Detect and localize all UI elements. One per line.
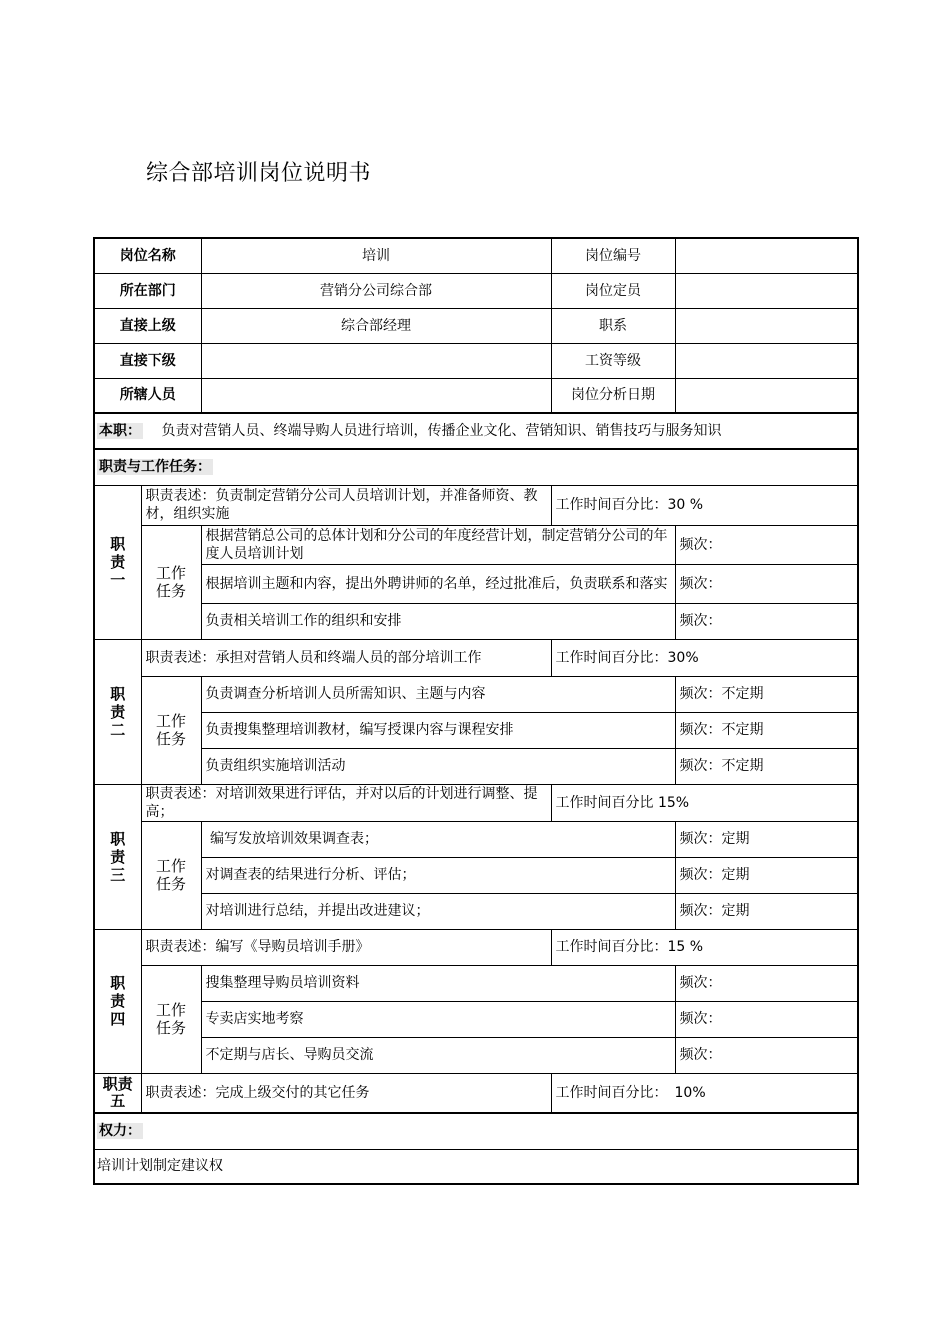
- info-value: [201, 343, 551, 378]
- task-freq: 频次：不定期: [675, 676, 858, 712]
- duty-pct: 工作时间百分比： 10%: [551, 1073, 858, 1113]
- info-value: 综合部经理: [201, 308, 551, 343]
- info-label: 直接下级: [94, 343, 201, 378]
- power-item: 培训计划制定建议权: [94, 1149, 858, 1184]
- task-freq: 频次：定期: [675, 893, 858, 929]
- info-label: 岗位名称: [94, 238, 201, 273]
- task-text: 专卖店实地考察: [201, 1001, 675, 1037]
- info-row: [94, 273, 858, 308]
- duty-pct: 工作时间百分比：30%: [551, 639, 858, 676]
- task-row: [94, 821, 858, 857]
- task-row: [94, 1037, 858, 1073]
- task-freq: 频次：: [675, 965, 858, 1001]
- info-label: 岗位定员: [551, 273, 675, 308]
- task-text: 对培训进行总结，并提出改进建议；: [201, 893, 675, 929]
- task-text: 负责相关培训工作的组织和安排: [201, 603, 675, 639]
- power-heading-row: [94, 1113, 858, 1149]
- info-label: 工资等级: [551, 343, 675, 378]
- task-text: 根据营销总公司的总体计划和分公司的年度经营计划，制定营销分公司的年度人员培训计划: [201, 525, 675, 564]
- task-freq: 频次：: [675, 1001, 858, 1037]
- power-label: 权力：: [99, 1123, 141, 1140]
- task-label: 工作 任务: [141, 821, 201, 929]
- duty-pct: 工作时间百分比：15 %: [551, 929, 858, 965]
- core-duty-label: 本职：: [99, 423, 141, 439]
- info-value: [675, 343, 858, 378]
- duty-desc-row: [94, 784, 858, 821]
- info-value: [675, 238, 858, 273]
- task-row: [94, 893, 858, 929]
- core-duty-row: [94, 413, 858, 449]
- duty-pct: 工作时间百分比 15%: [551, 784, 858, 821]
- task-label: 工作 任务: [141, 965, 201, 1073]
- power-item-row: [94, 1149, 858, 1184]
- duty-desc-row: [94, 639, 858, 676]
- info-value: [675, 273, 858, 308]
- task-row: [94, 676, 858, 712]
- task-freq: 频次：: [675, 603, 858, 639]
- task-text: 根据培训主题和内容，提出外聘讲师的名单，经过批准后，负责联系和落实: [201, 564, 675, 603]
- task-row: [94, 564, 858, 603]
- task-row: [94, 748, 858, 784]
- duty-desc: 职责表述：对培训效果进行评估，并对以后的计划进行调整、提高；: [141, 784, 551, 821]
- core-duty-text: 负责对营销人员、终端导购人员进行培训，传播企业文化、营销知识、销售技巧与服务知识: [161, 423, 722, 439]
- duty-name: 职责 五: [94, 1073, 141, 1113]
- info-row: [94, 343, 858, 378]
- task-text: 负责搜集整理培训教材，编写授课内容与课程安排: [201, 712, 675, 748]
- task-row: [94, 1001, 858, 1037]
- duty-pct: 工作时间百分比：30 %: [551, 485, 858, 525]
- task-freq: 频次：不定期: [675, 712, 858, 748]
- duty-name: 职 责 一: [94, 485, 141, 639]
- info-label: 所在部门: [94, 273, 201, 308]
- info-label: 岗位分析日期: [551, 378, 675, 413]
- info-row: [94, 308, 858, 343]
- duty-name: 职 责 二: [94, 639, 141, 784]
- task-freq: 频次：: [675, 1037, 858, 1073]
- info-row: [94, 238, 858, 273]
- task-freq: 频次：不定期: [675, 748, 858, 784]
- duty-desc-row: [94, 1073, 858, 1113]
- task-freq: 频次：定期: [675, 857, 858, 893]
- task-text: 负责调查分析培训人员所需知识、主题与内容: [201, 676, 675, 712]
- task-freq: 频次：: [675, 525, 858, 564]
- info-label: 职系: [551, 308, 675, 343]
- info-value: 营销分公司综合部: [201, 273, 551, 308]
- task-label: 工作 任务: [141, 676, 201, 784]
- job-description-table: [93, 237, 859, 1185]
- duty-desc-row: [94, 929, 858, 965]
- task-text: 负责组织实施培训活动: [201, 748, 675, 784]
- info-value: [675, 308, 858, 343]
- task-text: 编写发放培训效果调查表；: [201, 821, 675, 857]
- info-label: 所辖人员: [94, 378, 201, 413]
- page-title: 综合部培训岗位说明书: [146, 161, 372, 186]
- info-label: 岗位编号: [551, 238, 675, 273]
- task-freq: 频次：: [675, 564, 858, 603]
- task-row: [94, 525, 858, 564]
- task-label: 工作 任务: [141, 525, 201, 639]
- duty-desc: 职责表述：承担对营销人员和终端人员的部分培训工作: [141, 639, 551, 676]
- duty-desc: 职责表述：编写《导购员培训手册》: [141, 929, 551, 965]
- tasks-heading: 职责与工作任务：: [99, 459, 211, 476]
- info-value: [675, 378, 858, 413]
- info-label: 直接上级: [94, 308, 201, 343]
- info-row: [94, 378, 858, 413]
- duty-desc: 职责表述：完成上级交付的其它任务: [141, 1073, 551, 1113]
- task-row: [94, 712, 858, 748]
- tasks-heading-row: [94, 449, 858, 485]
- task-text: 不定期与店长、导购员交流: [201, 1037, 675, 1073]
- info-value: [201, 378, 551, 413]
- task-row: [94, 603, 858, 639]
- duty-name: 职 责 四: [94, 929, 141, 1073]
- info-value: 培训: [201, 238, 551, 273]
- task-text: 对调查表的结果进行分析、评估；: [201, 857, 675, 893]
- task-row: [94, 857, 858, 893]
- duty-name: 职 责 三: [94, 784, 141, 929]
- task-row: [94, 965, 858, 1001]
- duty-desc: 职责表述：负责制定营销分公司人员培训计划，并准备师资、教材，组织实施: [141, 485, 551, 525]
- task-text: 搜集整理导购员培训资料: [201, 965, 675, 1001]
- task-freq: 频次：定期: [675, 821, 858, 857]
- duty-desc-row: [94, 485, 858, 525]
